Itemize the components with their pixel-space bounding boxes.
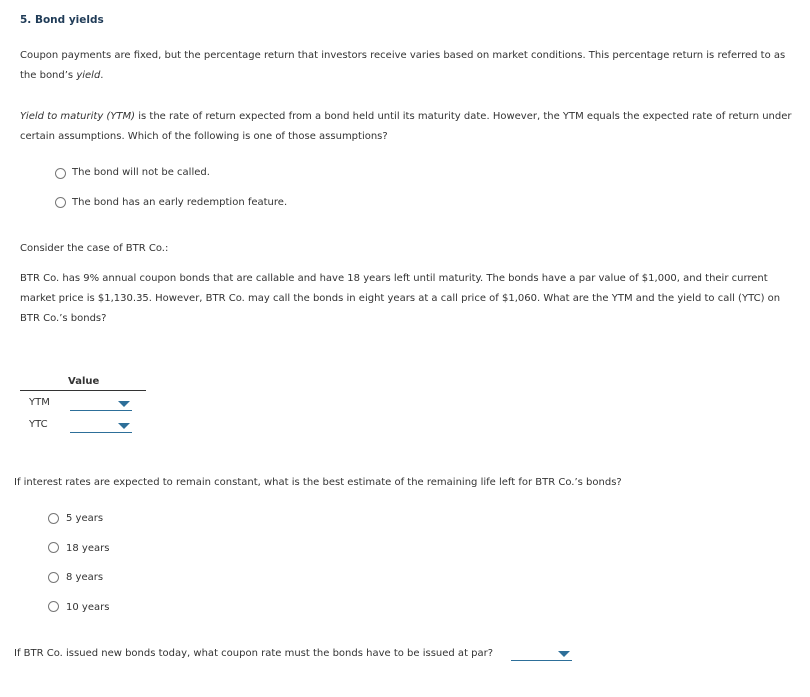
radio-18-years[interactable] [48,542,59,553]
radio-10-years[interactable] [48,601,59,612]
ytc-dropdown[interactable] [70,420,132,433]
coupon-rate-dropdown[interactable] [511,648,572,661]
ytm-dropdown[interactable] [70,398,132,411]
option-early-redemption[interactable]: The bond has an early redemption feature. [72,197,288,208]
page-title: 5. Bond yields [20,14,104,26]
ytm-question [20,107,795,147]
intro-text: Coupon payments are fixed, but the percentage return that investors receive varies based on market conditions. This percentage return is referred to as the bond’s [20,50,786,81]
option-5-years[interactable]: 5 years [66,513,104,524]
intro-yield-term: yield [76,70,101,81]
option-10-years[interactable]: 10 years [66,602,110,613]
ytc-chevron-down-icon [118,423,130,429]
ytc-label: YTC [29,419,48,430]
ytm-label: YTM [29,397,50,408]
coupon-chevron-down-icon [558,651,570,657]
radio-5-years[interactable] [48,513,59,524]
coupon-question: If BTR Co. issued new bonds today, what coupon rate must the bonds have to be issued at par? [14,648,494,659]
value-column-header: Value [68,376,100,387]
life-question: If interest rates are expected to remain constant, what is the best estimate of the remaining life left for BTR Co.’s bonds? [14,477,622,488]
ytm-chevron-down-icon [118,401,130,407]
ytm-question-text: is the rate of return expected from a bond held until its maturity date. However, the YTM equals the expected rate of return under certain assumptions. Which of the following is one of those assumptions? [20,111,792,142]
radio-8-years[interactable] [48,572,59,583]
case-text: BTR Co. has 9% annual coupon bonds that are callable and have 18 years left until maturity. The bonds have a par value of $1,000, and their current market price is $1,130.35. However, BTR Co. may call the bonds in eight years at a call price of $1,060. What are the YTM and the yield to call (YTC) on BTR Co.’s bonds? [20,273,781,324]
radio-early-redemption[interactable] [55,197,66,208]
ytm-term: Yield to maturity (YTM) [20,111,136,122]
option-not-called[interactable]: The bond will not be called. [72,167,210,178]
table-header-rule [20,390,146,391]
intro-end: . [100,70,104,81]
case-heading: Consider the case of BTR Co.: [20,243,169,254]
radio-not-called[interactable] [55,168,66,179]
option-8-years[interactable]: 8 years [66,572,104,583]
option-18-years[interactable]: 18 years [66,543,110,554]
intro-paragraph [20,46,795,86]
